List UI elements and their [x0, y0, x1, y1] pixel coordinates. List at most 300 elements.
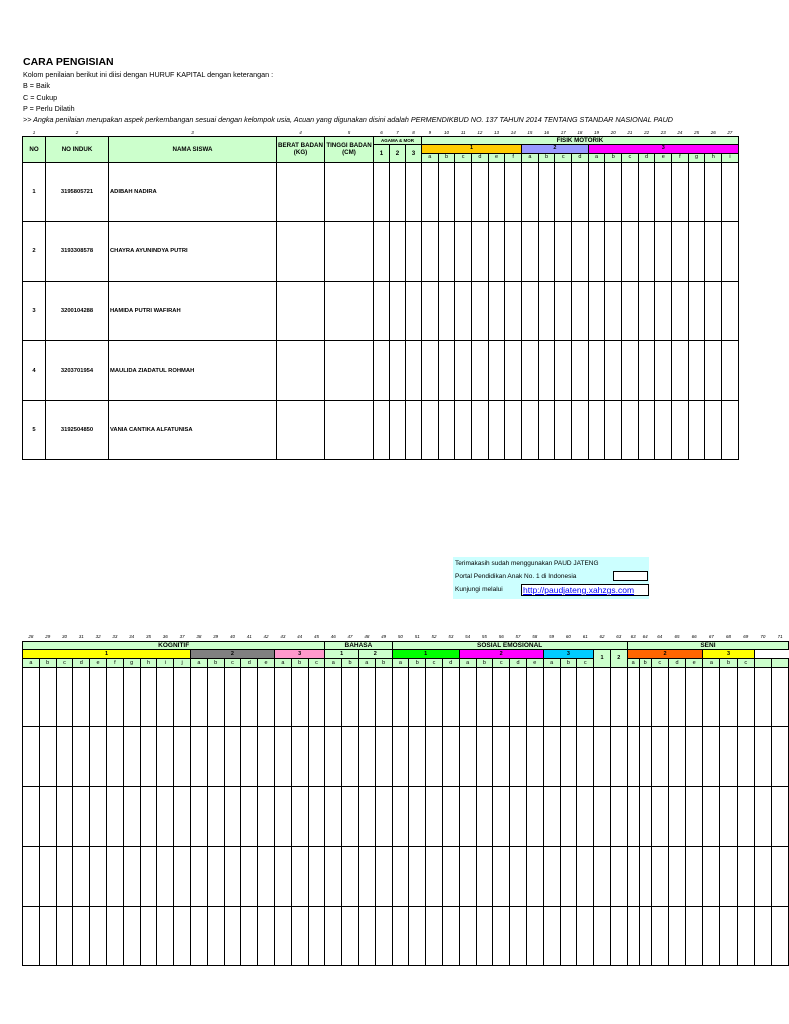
score-cell[interactable] [90, 846, 107, 906]
score-cell[interactable] [594, 846, 611, 906]
score-cell[interactable] [325, 667, 342, 727]
score-cell[interactable] [190, 667, 207, 727]
score-cell[interactable] [722, 341, 739, 401]
score-cell[interactable] [754, 727, 771, 787]
score-cell[interactable] [538, 281, 555, 341]
score-cell[interactable] [651, 787, 668, 847]
score-cell[interactable] [577, 667, 594, 727]
score-cell[interactable] [308, 727, 325, 787]
score-cell[interactable] [56, 906, 73, 966]
score-cell[interactable] [672, 222, 689, 282]
score-cell[interactable] [737, 846, 754, 906]
score-cell[interactable] [258, 787, 275, 847]
score-cell[interactable] [610, 787, 627, 847]
score-cell[interactable] [668, 787, 685, 847]
score-cell[interactable] [277, 222, 325, 282]
score-cell[interactable] [588, 162, 605, 222]
score-cell[interactable] [668, 846, 685, 906]
score-cell[interactable] [476, 906, 493, 966]
score-cell[interactable] [123, 906, 140, 966]
score-cell[interactable] [291, 667, 308, 727]
score-cell[interactable] [655, 400, 672, 460]
score-cell[interactable] [488, 162, 505, 222]
score-cell[interactable] [459, 727, 476, 787]
score-cell[interactable] [703, 787, 720, 847]
score-cell[interactable] [703, 667, 720, 727]
score-cell[interactable] [722, 400, 739, 460]
score-cell[interactable] [594, 667, 611, 727]
score-cell[interactable] [56, 787, 73, 847]
score-cell[interactable] [325, 222, 374, 282]
score-cell[interactable] [605, 222, 622, 282]
score-cell[interactable] [106, 906, 123, 966]
score-cell[interactable] [538, 222, 555, 282]
score-cell[interactable] [455, 222, 472, 282]
score-cell[interactable] [123, 846, 140, 906]
score-cell[interactable] [526, 906, 543, 966]
score-cell[interactable] [688, 222, 705, 282]
score-cell[interactable] [358, 667, 375, 727]
score-cell[interactable] [374, 222, 390, 282]
score-cell[interactable] [174, 727, 191, 787]
score-cell[interactable] [703, 906, 720, 966]
score-cell[interactable] [754, 906, 771, 966]
score-cell[interactable] [705, 162, 722, 222]
score-cell[interactable] [459, 846, 476, 906]
score-cell[interactable] [392, 787, 409, 847]
score-cell[interactable] [426, 846, 443, 906]
score-cell[interactable] [325, 906, 342, 966]
score-cell[interactable] [390, 341, 406, 401]
score-cell[interactable] [543, 846, 560, 906]
score-cell[interactable] [224, 787, 241, 847]
score-cell[interactable] [375, 846, 392, 906]
score-cell[interactable] [605, 400, 622, 460]
score-cell[interactable] [291, 787, 308, 847]
score-cell[interactable] [375, 787, 392, 847]
score-cell[interactable] [639, 667, 651, 727]
score-cell[interactable] [505, 281, 522, 341]
score-cell[interactable] [638, 341, 655, 401]
score-cell[interactable] [560, 846, 577, 906]
score-cell[interactable] [90, 727, 107, 787]
score-cell[interactable] [39, 906, 56, 966]
score-cell[interactable] [258, 846, 275, 906]
score-cell[interactable] [622, 162, 639, 222]
score-cell[interactable] [39, 727, 56, 787]
score-cell[interactable] [409, 846, 426, 906]
score-cell[interactable] [622, 400, 639, 460]
score-cell[interactable] [438, 400, 455, 460]
score-cell[interactable] [422, 281, 439, 341]
score-cell[interactable] [577, 787, 594, 847]
score-cell[interactable] [638, 162, 655, 222]
score-cell[interactable] [668, 906, 685, 966]
score-cell[interactable] [140, 846, 157, 906]
score-cell[interactable] [705, 341, 722, 401]
score-cell[interactable] [688, 162, 705, 222]
score-cell[interactable] [627, 906, 639, 966]
score-cell[interactable] [655, 222, 672, 282]
score-cell[interactable] [374, 400, 390, 460]
score-cell[interactable] [526, 727, 543, 787]
score-cell[interactable] [325, 787, 342, 847]
score-cell[interactable] [73, 787, 90, 847]
score-cell[interactable] [406, 341, 422, 401]
score-cell[interactable] [342, 787, 359, 847]
score-cell[interactable] [342, 846, 359, 906]
score-cell[interactable] [455, 400, 472, 460]
score-cell[interactable] [651, 906, 668, 966]
score-cell[interactable] [442, 846, 459, 906]
score-cell[interactable] [639, 727, 651, 787]
score-cell[interactable] [157, 727, 174, 787]
score-cell[interactable] [686, 727, 703, 787]
score-cell[interactable] [459, 787, 476, 847]
score-cell[interactable] [140, 667, 157, 727]
score-cell[interactable] [588, 281, 605, 341]
score-cell[interactable] [772, 906, 789, 966]
score-cell[interactable] [668, 667, 685, 727]
score-cell[interactable] [358, 727, 375, 787]
score-cell[interactable] [560, 787, 577, 847]
score-cell[interactable] [274, 727, 291, 787]
score-cell[interactable] [672, 162, 689, 222]
score-cell[interactable] [207, 846, 224, 906]
score-cell[interactable] [605, 162, 622, 222]
score-cell[interactable] [422, 341, 439, 401]
score-cell[interactable] [422, 400, 439, 460]
score-cell[interactable] [90, 787, 107, 847]
score-cell[interactable] [140, 787, 157, 847]
score-cell[interactable] [594, 787, 611, 847]
score-cell[interactable] [274, 846, 291, 906]
score-cell[interactable] [426, 906, 443, 966]
score-cell[interactable] [510, 727, 527, 787]
score-cell[interactable] [207, 727, 224, 787]
score-cell[interactable] [422, 162, 439, 222]
score-cell[interactable] [308, 787, 325, 847]
score-cell[interactable] [505, 222, 522, 282]
score-cell[interactable] [374, 341, 390, 401]
score-cell[interactable] [455, 341, 472, 401]
score-cell[interactable] [686, 906, 703, 966]
score-cell[interactable] [610, 727, 627, 787]
score-cell[interactable] [174, 787, 191, 847]
score-cell[interactable] [488, 400, 505, 460]
score-cell[interactable] [510, 846, 527, 906]
score-cell[interactable] [577, 727, 594, 787]
score-cell[interactable] [610, 906, 627, 966]
score-cell[interactable] [390, 162, 406, 222]
score-cell[interactable] [639, 906, 651, 966]
score-cell[interactable] [543, 787, 560, 847]
score-cell[interactable] [588, 341, 605, 401]
score-cell[interactable] [277, 281, 325, 341]
score-cell[interactable] [476, 787, 493, 847]
score-cell[interactable] [390, 281, 406, 341]
score-cell[interactable] [224, 667, 241, 727]
score-cell[interactable] [106, 787, 123, 847]
score-cell[interactable] [140, 727, 157, 787]
score-cell[interactable] [686, 667, 703, 727]
score-cell[interactable] [190, 727, 207, 787]
score-cell[interactable] [123, 667, 140, 727]
score-cell[interactable] [426, 667, 443, 727]
score-cell[interactable] [459, 667, 476, 727]
score-cell[interactable] [655, 281, 672, 341]
score-cell[interactable] [493, 787, 510, 847]
score-cell[interactable] [639, 846, 651, 906]
score-cell[interactable] [493, 727, 510, 787]
score-cell[interactable] [577, 846, 594, 906]
score-cell[interactable] [686, 787, 703, 847]
score-cell[interactable] [207, 787, 224, 847]
score-cell[interactable] [342, 667, 359, 727]
score-cell[interactable] [455, 281, 472, 341]
score-cell[interactable] [277, 400, 325, 460]
score-cell[interactable] [772, 846, 789, 906]
score-cell[interactable] [622, 222, 639, 282]
score-cell[interactable] [39, 667, 56, 727]
score-cell[interactable] [476, 846, 493, 906]
score-cell[interactable] [594, 727, 611, 787]
score-cell[interactable] [406, 281, 422, 341]
score-cell[interactable] [325, 281, 374, 341]
score-cell[interactable] [772, 667, 789, 727]
score-cell[interactable] [638, 400, 655, 460]
score-cell[interactable] [224, 846, 241, 906]
score-cell[interactable] [157, 846, 174, 906]
score-cell[interactable] [174, 667, 191, 727]
score-cell[interactable] [274, 667, 291, 727]
score-cell[interactable] [409, 787, 426, 847]
score-cell[interactable] [241, 787, 258, 847]
score-cell[interactable] [688, 341, 705, 401]
score-cell[interactable] [438, 281, 455, 341]
score-cell[interactable] [638, 281, 655, 341]
score-cell[interactable] [274, 906, 291, 966]
score-cell[interactable] [392, 727, 409, 787]
score-cell[interactable] [560, 906, 577, 966]
score-cell[interactable] [409, 727, 426, 787]
score-cell[interactable] [722, 162, 739, 222]
score-cell[interactable] [308, 667, 325, 727]
score-cell[interactable] [73, 906, 90, 966]
score-cell[interactable] [106, 667, 123, 727]
score-cell[interactable] [406, 222, 422, 282]
score-cell[interactable] [472, 222, 489, 282]
score-cell[interactable] [705, 281, 722, 341]
score-cell[interactable] [190, 787, 207, 847]
score-cell[interactable] [672, 400, 689, 460]
score-cell[interactable] [543, 906, 560, 966]
score-cell[interactable] [241, 667, 258, 727]
score-cell[interactable] [772, 787, 789, 847]
score-cell[interactable] [651, 727, 668, 787]
score-cell[interactable] [686, 846, 703, 906]
score-cell[interactable] [655, 162, 672, 222]
score-cell[interactable] [627, 667, 639, 727]
score-cell[interactable] [406, 162, 422, 222]
score-cell[interactable] [358, 787, 375, 847]
score-cell[interactable] [258, 906, 275, 966]
score-cell[interactable] [720, 667, 737, 727]
score-cell[interactable] [538, 341, 555, 401]
score-cell[interactable] [688, 400, 705, 460]
score-cell[interactable] [737, 787, 754, 847]
score-cell[interactable] [555, 341, 572, 401]
promo-link[interactable]: http://paudjateng.xahzgs.com [521, 584, 649, 596]
score-cell[interactable] [274, 787, 291, 847]
score-cell[interactable] [73, 667, 90, 727]
score-cell[interactable] [358, 906, 375, 966]
score-cell[interactable] [538, 400, 555, 460]
score-cell[interactable] [476, 667, 493, 727]
score-cell[interactable] [572, 162, 589, 222]
score-cell[interactable] [703, 727, 720, 787]
score-cell[interactable] [522, 222, 539, 282]
score-cell[interactable] [459, 906, 476, 966]
score-cell[interactable] [720, 787, 737, 847]
score-cell[interactable] [522, 400, 539, 460]
score-cell[interactable] [639, 787, 651, 847]
score-cell[interactable] [157, 667, 174, 727]
score-cell[interactable] [277, 341, 325, 401]
score-cell[interactable] [39, 787, 56, 847]
score-cell[interactable] [610, 667, 627, 727]
score-cell[interactable] [737, 906, 754, 966]
score-cell[interactable] [754, 787, 771, 847]
score-cell[interactable] [23, 846, 40, 906]
score-cell[interactable] [705, 400, 722, 460]
score-cell[interactable] [56, 727, 73, 787]
score-cell[interactable] [241, 846, 258, 906]
score-cell[interactable] [308, 846, 325, 906]
score-cell[interactable] [493, 906, 510, 966]
score-cell[interactable] [90, 906, 107, 966]
score-cell[interactable] [572, 400, 589, 460]
score-cell[interactable] [308, 906, 325, 966]
score-cell[interactable] [720, 846, 737, 906]
score-cell[interactable] [555, 281, 572, 341]
score-cell[interactable] [390, 400, 406, 460]
score-cell[interactable] [672, 341, 689, 401]
score-cell[interactable] [651, 846, 668, 906]
score-cell[interactable] [651, 667, 668, 727]
score-cell[interactable] [258, 667, 275, 727]
score-cell[interactable] [538, 162, 555, 222]
score-cell[interactable] [291, 727, 308, 787]
score-cell[interactable] [325, 162, 374, 222]
score-cell[interactable] [638, 222, 655, 282]
score-cell[interactable] [422, 222, 439, 282]
score-cell[interactable] [526, 787, 543, 847]
score-cell[interactable] [472, 162, 489, 222]
score-cell[interactable] [737, 727, 754, 787]
score-cell[interactable] [342, 727, 359, 787]
score-cell[interactable] [374, 281, 390, 341]
score-cell[interactable] [555, 400, 572, 460]
score-cell[interactable] [157, 787, 174, 847]
score-cell[interactable] [594, 906, 611, 966]
score-cell[interactable] [375, 906, 392, 966]
score-cell[interactable] [23, 727, 40, 787]
score-cell[interactable] [374, 162, 390, 222]
score-cell[interactable] [392, 667, 409, 727]
score-cell[interactable] [772, 727, 789, 787]
score-cell[interactable] [472, 341, 489, 401]
score-cell[interactable] [555, 162, 572, 222]
score-cell[interactable] [442, 787, 459, 847]
score-cell[interactable] [688, 281, 705, 341]
score-cell[interactable] [605, 281, 622, 341]
score-cell[interactable] [722, 281, 739, 341]
score-cell[interactable] [488, 222, 505, 282]
score-cell[interactable] [409, 667, 426, 727]
score-cell[interactable] [627, 787, 639, 847]
score-cell[interactable] [325, 341, 374, 401]
score-cell[interactable] [438, 162, 455, 222]
score-cell[interactable] [409, 906, 426, 966]
score-cell[interactable] [588, 222, 605, 282]
score-cell[interactable] [291, 846, 308, 906]
score-cell[interactable] [224, 727, 241, 787]
score-cell[interactable] [605, 341, 622, 401]
score-cell[interactable] [572, 281, 589, 341]
score-cell[interactable] [325, 727, 342, 787]
score-cell[interactable] [705, 222, 722, 282]
score-cell[interactable] [505, 341, 522, 401]
score-cell[interactable] [754, 846, 771, 906]
score-cell[interactable] [560, 727, 577, 787]
score-cell[interactable] [106, 727, 123, 787]
score-cell[interactable] [190, 906, 207, 966]
score-cell[interactable] [488, 281, 505, 341]
score-cell[interactable] [722, 222, 739, 282]
score-cell[interactable] [577, 906, 594, 966]
score-cell[interactable] [526, 846, 543, 906]
score-cell[interactable] [555, 222, 572, 282]
score-cell[interactable] [241, 906, 258, 966]
score-cell[interactable] [522, 281, 539, 341]
score-cell[interactable] [325, 846, 342, 906]
score-cell[interactable] [572, 341, 589, 401]
score-cell[interactable] [522, 162, 539, 222]
score-cell[interactable] [543, 667, 560, 727]
score-cell[interactable] [442, 727, 459, 787]
score-cell[interactable] [23, 787, 40, 847]
score-cell[interactable] [668, 727, 685, 787]
score-cell[interactable] [190, 846, 207, 906]
score-cell[interactable] [39, 846, 56, 906]
score-cell[interactable] [703, 846, 720, 906]
score-cell[interactable] [476, 727, 493, 787]
score-cell[interactable] [123, 787, 140, 847]
score-cell[interactable] [157, 906, 174, 966]
score-cell[interactable] [472, 281, 489, 341]
score-cell[interactable] [493, 846, 510, 906]
score-cell[interactable] [90, 667, 107, 727]
score-cell[interactable] [720, 727, 737, 787]
score-cell[interactable] [392, 846, 409, 906]
score-cell[interactable] [622, 281, 639, 341]
score-cell[interactable] [258, 727, 275, 787]
score-cell[interactable] [375, 727, 392, 787]
score-cell[interactable] [406, 400, 422, 460]
score-cell[interactable] [488, 341, 505, 401]
score-cell[interactable] [510, 906, 527, 966]
